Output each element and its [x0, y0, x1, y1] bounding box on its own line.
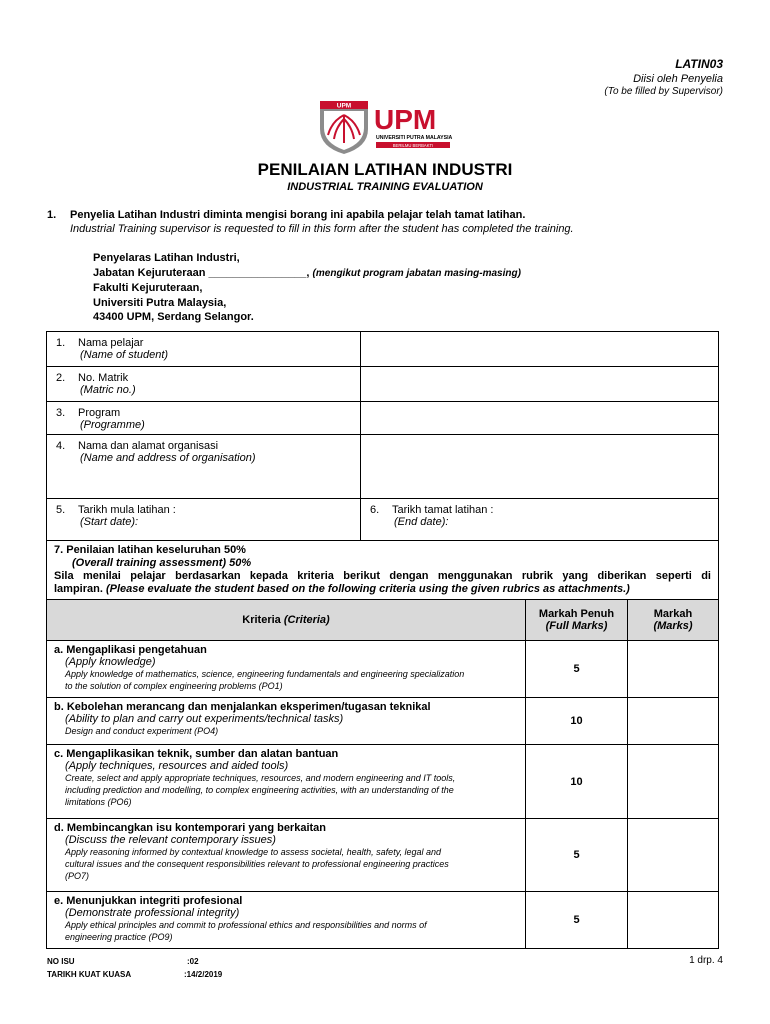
full-marks-value: 10	[526, 698, 628, 745]
criteria-desc: Apply knowledge of mathematics, science, engineering fundamentals and engineering specialization to the solution of complex engineering problems (PO1)	[65, 669, 465, 691]
criteria-desc: Apply ethical principles and commit to professional ethics and responsibilities and norms of engineering practice (PO9)	[65, 920, 427, 942]
criteria-title: c. Mengaplikasikan teknik, sumber dan alatan bantuan	[54, 748, 339, 760]
matric-no-field[interactable]	[361, 367, 719, 402]
filled-by-label-en: (To be filled by Supervisor)	[604, 86, 723, 97]
full-marks-value: 5	[526, 641, 628, 698]
criteria-title: d. Membincangkan isu kontemporari yang berkaitan	[54, 822, 327, 834]
marks-input[interactable]	[628, 745, 719, 819]
logo-motto: BERILMU BERBAKTI	[392, 142, 434, 148]
criteria-subtitle: (Apply techniques, resources and aided tools)	[65, 760, 289, 772]
field-label: Tarikh mula latihan :	[78, 504, 176, 516]
effective-date-value: :14/2/2019	[184, 970, 223, 979]
marks-input[interactable]	[628, 819, 719, 892]
field-number: 1.	[56, 337, 66, 349]
form-code: LATIN03	[675, 57, 723, 71]
logo-upm-text: UPM	[374, 104, 437, 135]
issue-number-label: NO ISU	[47, 957, 75, 966]
student-info-table	[46, 331, 719, 541]
criteria-table	[46, 540, 719, 949]
section-7-instruction-end: lampiran.	[54, 583, 103, 595]
criteria-row	[47, 641, 719, 698]
criteria-row	[47, 745, 719, 819]
instruction-english: Industrial Training supervisor is requested to fill in this form after the student has completed the training.	[70, 223, 574, 235]
field-label: No. Matrik	[78, 372, 129, 384]
field-label-en: (Matric no.)	[80, 384, 136, 396]
section-7-title: 7. Penilaian latihan keseluruhan 50%	[54, 544, 246, 556]
field-label-en: (Programme)	[80, 419, 145, 431]
field-label: Program	[78, 407, 121, 419]
address-line: Universiti Putra Malaysia,	[93, 296, 227, 309]
issue-number-value: :02	[187, 957, 199, 966]
full-marks-value: 10	[526, 745, 628, 819]
field-number: 6.	[370, 504, 380, 516]
criteria-desc: Design and conduct experiment (PO4)	[65, 726, 219, 736]
section-7-title-en: (Overall training assessment) 50%	[72, 557, 252, 569]
organisation-field[interactable]	[361, 435, 719, 499]
field-label-en: (Name of student)	[80, 349, 169, 361]
start-date-field[interactable]	[47, 499, 361, 541]
logo-small-text: UPM	[336, 102, 352, 110]
field-label-en: (End date):	[394, 516, 449, 528]
filled-by-label: Diisi oleh Penyelia	[633, 73, 723, 85]
criteria-row	[47, 698, 719, 745]
criteria-subtitle: (Demonstrate professional integrity)	[65, 907, 240, 919]
criteria-subtitle: (Apply knowledge)	[65, 656, 156, 668]
field-label-en: (Name and address of organisation)	[80, 452, 256, 464]
end-date-field[interactable]	[361, 499, 719, 541]
student-name-field[interactable]	[361, 332, 719, 367]
criteria-row	[47, 892, 719, 949]
address-line: Jabatan Kejuruteraan ________________,	[93, 266, 310, 279]
marks-input[interactable]	[628, 641, 719, 698]
criteria-column-header: Kriteria (Criteria)	[47, 600, 526, 641]
field-number: 5.	[56, 504, 66, 516]
page-title: PENILAIAN LATIHAN INDUSTRI	[257, 160, 513, 179]
field-label: Nama dan alamat organisasi	[78, 440, 219, 452]
section-7-header	[47, 541, 719, 600]
field-label: Nama pelajar	[78, 337, 144, 349]
page-subtitle: INDUSTRIAL TRAINING EVALUATION	[287, 181, 483, 193]
field-number: 2.	[56, 372, 66, 384]
effective-date-label: TARIKH KUAT KUASA	[47, 970, 132, 979]
address-line: 43400 UPM, Serdang Selangor.	[93, 311, 254, 323]
criteria-subtitle: (Discuss the relevant contemporary issues)	[65, 834, 276, 846]
address-line: Penyelaras Latihan Industri,	[93, 252, 240, 264]
address-block	[93, 251, 521, 325]
upm-logo	[318, 99, 454, 155]
full-marks-value: 5	[526, 819, 628, 892]
instruction-malay: Penyelia Latihan Industri diminta mengisi borang ini apabila pelajar telah tamat latihan.	[70, 209, 526, 221]
criteria-subtitle: (Ability to plan and carry out experiments/technical tasks)	[65, 713, 344, 725]
field-label: Tarikh tamat latihan :	[392, 504, 494, 516]
criteria-title: b. Kebolehan merancang dan menjalankan eksperimen/tugasan teknikal	[54, 701, 431, 713]
criteria-title: a. Mengaplikasi pengetahuan	[54, 644, 207, 656]
programme-field[interactable]	[361, 402, 719, 435]
page-number: 1 drp. 4	[689, 955, 723, 966]
address-line: Fakulti Kejuruteraan,	[93, 282, 203, 294]
marks-input[interactable]	[628, 892, 719, 949]
section-7-instruction: Sila menilai pelajar berdasarkan kepada kriteria berikut dengan menggunakan rubrik yang diberikan seperti di	[54, 570, 711, 582]
field-number: 4.	[56, 440, 66, 452]
marks-input[interactable]	[628, 698, 719, 745]
criteria-title: e. Menunjukkan integriti profesional	[54, 895, 243, 907]
section-7-instruction-en: (Please evaluate the student based on the following criteria using the given rubrics as attachments.)	[105, 583, 630, 595]
field-number: 3.	[56, 407, 66, 419]
logo-caption: UNIVERSITI PUTRA MALAYSIA	[376, 135, 453, 141]
criteria-desc: Apply reasoning informed by contextual knowledge to assess societal, health, safety, legal and cultural issues and the consequent responsibilities relevant to professional engineering practices (PO7)	[65, 847, 449, 881]
instruction-number: 1.	[47, 209, 57, 221]
criteria-row	[47, 819, 719, 892]
criteria-desc: Create, select and apply appropriate techniques, resources, and modern engineering and IT tools, including prediction and modelling, to complex engineering activities, with an understanding of the limitations (PO6)	[65, 773, 456, 807]
full-marks-column-header: Markah Penuh (Full Marks)	[526, 600, 628, 641]
field-label-en: (Start date):	[80, 516, 139, 528]
address-note: (mengikut program jabatan masing-masing)	[312, 267, 521, 279]
full-marks-value: 5	[526, 892, 628, 949]
marks-column-header: Markah (Marks)	[628, 600, 719, 641]
